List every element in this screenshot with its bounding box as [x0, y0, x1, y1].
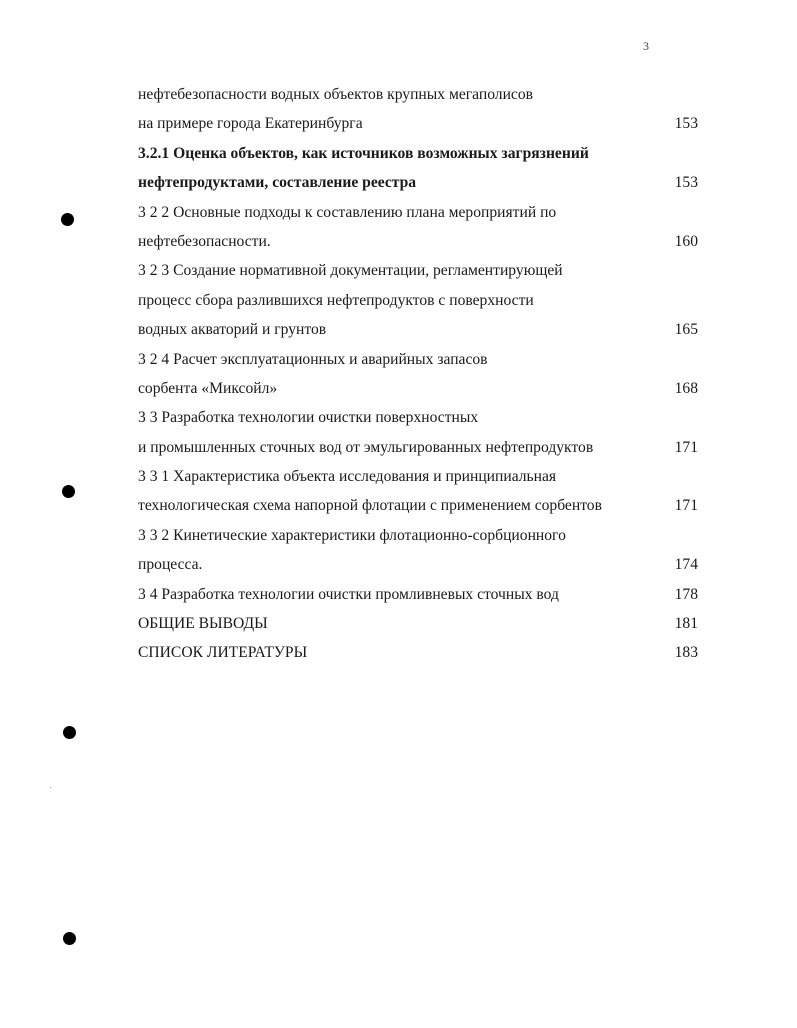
toc-entry-text: технологическая схема напорной флотации с применением сорбентов: [138, 497, 602, 515]
toc-entry-text: водных акваторий и грунтов: [138, 321, 327, 339]
page-number: 3: [643, 39, 649, 53]
binder-hole-mark: [63, 726, 76, 739]
toc-line: [138, 374, 698, 403]
toc-page-number: 165: [674, 321, 698, 339]
toc-page-number: 171: [674, 497, 698, 515]
toc-page-number: 171: [674, 438, 698, 456]
toc-line: [138, 109, 698, 138]
toc-entry-text: процесс сбора разлившихся нефтепродуктов с поверхности: [138, 291, 534, 309]
toc-line: [138, 139, 698, 168]
toc-line: [138, 638, 698, 667]
toc-entry-text: нефтебезопасности.: [138, 232, 271, 250]
toc-entry-text: 3 2 2 Основные подходы к составлению плана мероприятий по: [138, 203, 557, 221]
toc-entry-text: процесса.: [138, 556, 203, 574]
toc-page-number: 160: [674, 232, 698, 250]
toc-line: [138, 609, 698, 638]
toc-page-number: 178: [674, 585, 698, 603]
toc-page-number: 168: [674, 379, 698, 397]
toc-page-number: 174: [674, 556, 698, 574]
binder-hole-mark: [61, 213, 74, 226]
toc-entry-text: на примере города Екатеринбурга: [138, 115, 363, 133]
toc-line: [138, 550, 698, 579]
toc-entry-text: и промышленных сточных вод от эмульгированных нефтепродуктов: [138, 438, 594, 456]
toc-entry-text: 3 3 1 Характеристика объекта исследования и принципиальная: [138, 468, 557, 486]
toc-line: [138, 521, 698, 550]
toc-entry-text: СПИСОК ЛИТЕРАТУРЫ: [138, 644, 308, 662]
toc-line: [138, 80, 698, 109]
toc-entry-text: нефтепродуктами, составление реестра: [138, 174, 417, 192]
toc-entry-text: 3 2 4 Расчет эксплуатационных и аварийных запасов: [138, 350, 488, 368]
toc-page-number: 181: [674, 615, 698, 633]
binder-hole-mark: [63, 932, 76, 945]
toc-entry-text: 3 2 3 Создание нормативной документации, регламентирующей: [138, 262, 563, 280]
toc-line: [138, 403, 698, 432]
toc-entry-text: 3 3 2 Кинетические характеристики флотационно-сорбционного: [138, 526, 566, 544]
toc-entry-text: сорбента «Миксойл»: [138, 379, 278, 397]
toc-line: [138, 286, 698, 315]
toc-entry-text: нефтебезопасности водных объектов крупных мегаполисов: [138, 86, 533, 103]
toc-page-number: 183: [674, 644, 698, 662]
table-of-contents: [138, 80, 698, 668]
toc-line: [138, 256, 698, 285]
toc-line: [138, 345, 698, 374]
toc-entry-text: 3 4 Разработка технологии очистки промливневых сточных вод: [138, 585, 559, 603]
toc-entry-text: 3 3 Разработка технологии очистки поверхностных: [138, 409, 479, 427]
binder-hole-mark: [62, 485, 75, 498]
toc-line: [138, 580, 698, 609]
toc-page-number: 153: [674, 115, 698, 133]
toc-line: [138, 433, 698, 462]
scan-speck: [50, 787, 51, 788]
toc-line: [138, 315, 698, 344]
toc-line: [138, 491, 698, 520]
toc-entry-text: ОБЩИЕ ВЫВОДЫ: [138, 615, 268, 633]
toc-line: [138, 168, 698, 197]
toc-page-number: 153: [674, 174, 698, 192]
toc-line: [138, 462, 698, 491]
toc-line: [138, 198, 698, 227]
toc-entry-text: 3.2.1 Оценка объектов, как источников возможных загрязнений: [138, 144, 589, 162]
toc-line: [138, 227, 698, 256]
